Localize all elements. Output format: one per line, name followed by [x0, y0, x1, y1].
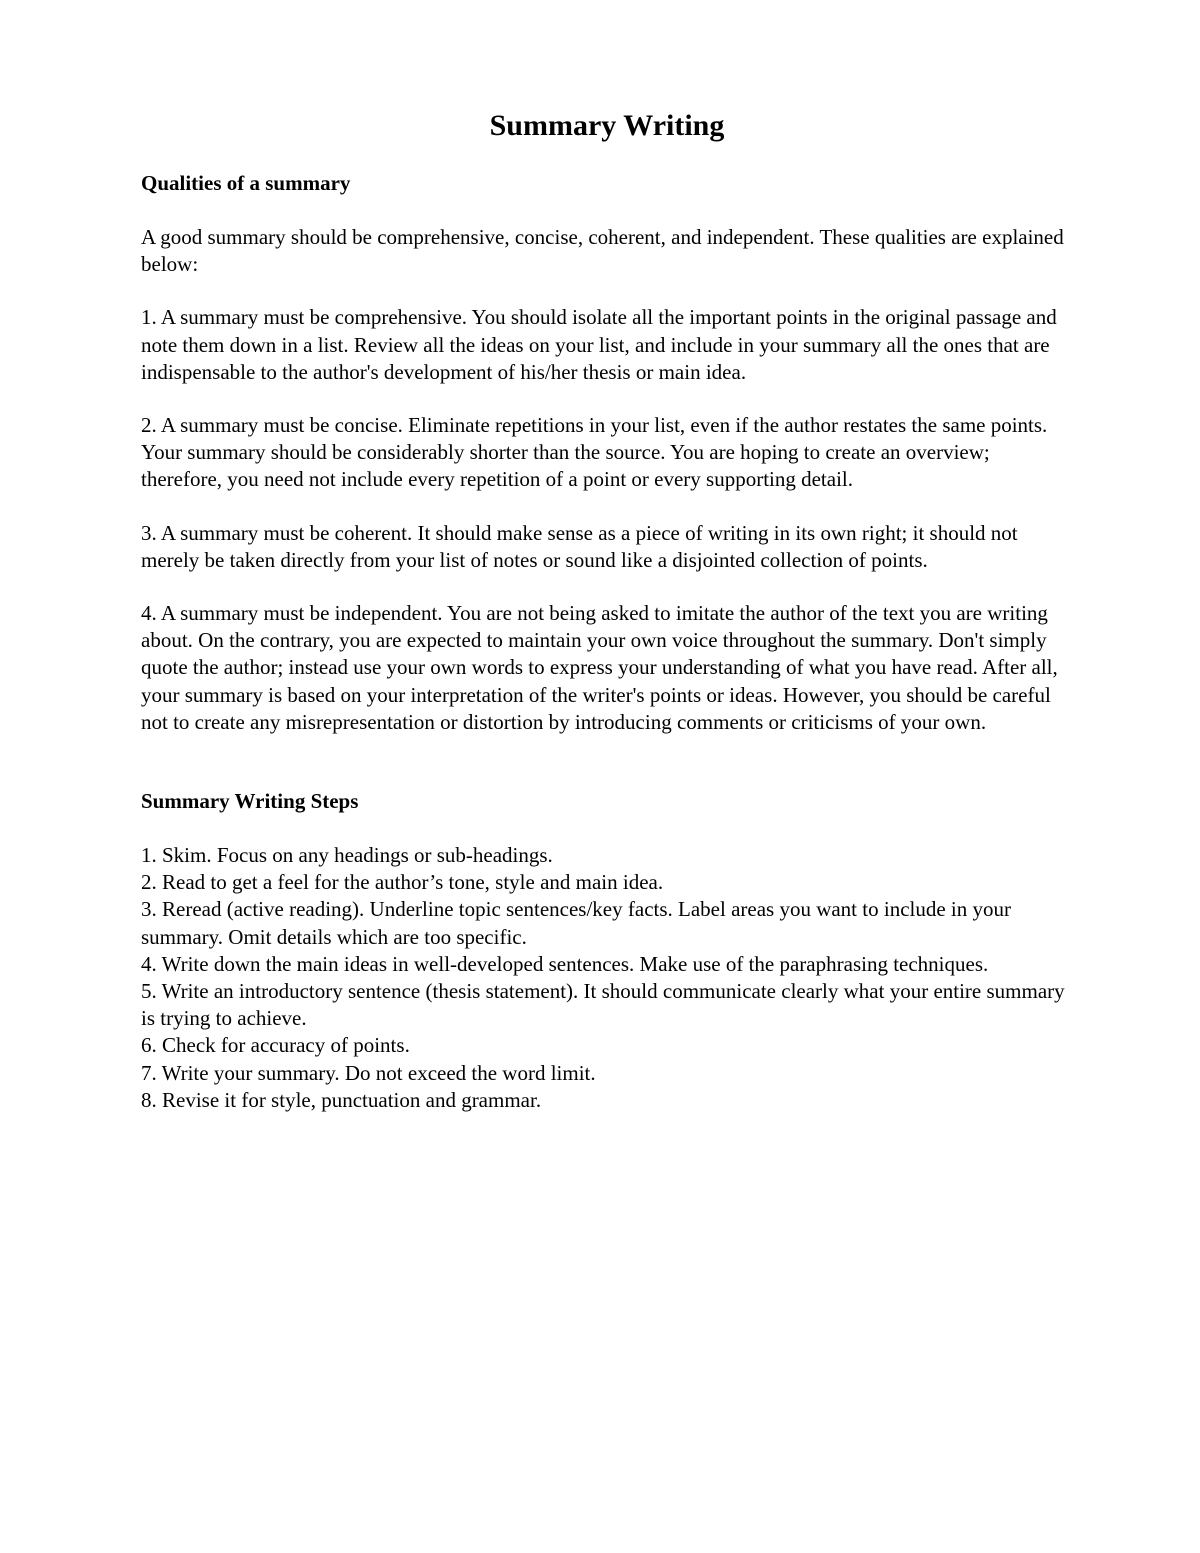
steps-list	[141, 842, 1071, 1114]
quality-point-coherent: 3. A summary must be coherent. It should make sense as a piece of writing in its own right; it should not merely be taken directly from your list of notes or sound like a disjointed collection of points.	[141, 520, 1018, 572]
intro-paragraph: A good summary should be comprehensive, concise, coherent, and independent. These qualities are explained below:	[141, 225, 1064, 277]
step-item: 6. Check for accuracy of points.	[141, 1033, 410, 1058]
document-title: Summary Writing	[489, 109, 725, 142]
step-item: 8. Revise it for style, punctuation and grammar.	[141, 1087, 542, 1112]
quality-point-independent: 4. A summary must be independent. You are not being asked to imitate the author of the text you are writing about. On the contrary, you are expected to maintain your own voice throughout the summary. Don't simply quote the author; instead use your own words to express your understanding of what you have read. After all, your summary is based on your interpretation of the writer's points or ideas. However, you should be careful not to create any misrepresentation or distortion by introducing comments or criticisms of your own.	[141, 601, 1058, 734]
step-item: 5. Write an introductory sentence (thesis statement). It should communicate clearly what your entire summary is trying to achieve.	[141, 979, 1065, 1031]
quality-point-comprehensive: 1. A summary must be comprehensive. You should isolate all the important points in the original passage and note them down in a list. Review all the ideas on your list, and include in your summary all the ones that are indispensable to the author's development of his/her thesis or main idea.	[141, 305, 1057, 384]
document-page	[141, 108, 1071, 1114]
step-item: 4. Write down the main ideas in well-developed sentences. Make use of the paraphrasing techniques.	[141, 951, 989, 976]
section-heading-qualities: Qualities of a summary	[141, 171, 351, 195]
step-item: 1. Skim. Focus on any headings or sub-headings.	[141, 843, 553, 868]
step-item: 3. Reread (active reading). Underline topic sentences/key facts. Label areas you want to include in your summary. Omit details which are too specific.	[141, 897, 1011, 949]
step-item: 2. Read to get a feel for the author’s tone, style and main idea.	[141, 870, 664, 895]
quality-point-concise: 2. A summary must be concise. Eliminate repetitions in your list, even if the author restates the same points. Your summary should be considerably shorter than the source. You are hoping to create an overview; therefore, you need not include every repetition of a point or every supporting detail.	[141, 413, 1048, 492]
section-heading-steps: Summary Writing Steps	[141, 789, 359, 814]
step-item: 7. Write your summary. Do not exceed the word limit.	[141, 1060, 596, 1085]
